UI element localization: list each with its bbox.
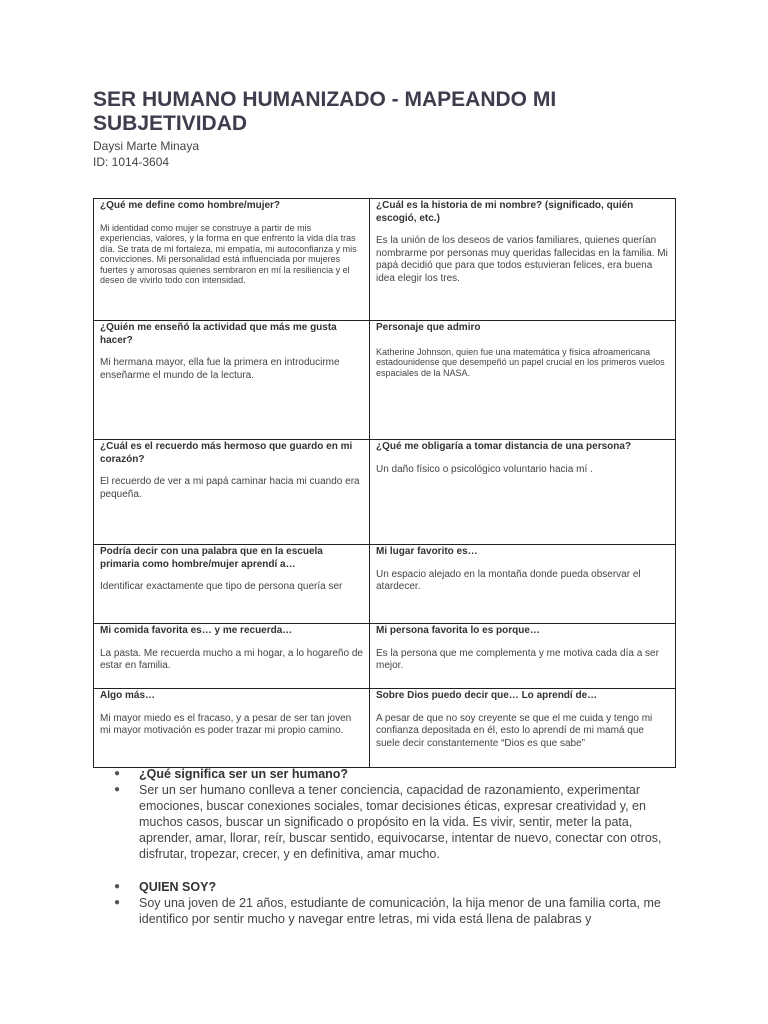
cell-question: ¿Qué me define como hombre/mujer? bbox=[100, 200, 281, 211]
table-cell bbox=[94, 545, 370, 624]
cell-question: ¿Qué me obligaría a tomar distancia de una persona? bbox=[376, 441, 632, 452]
subjectivity-map-table bbox=[93, 198, 676, 768]
bullet-list bbox=[114, 766, 684, 927]
cell-answer: El recuerdo de ver a mi papá caminar hacia mi cuando era pequeña. bbox=[100, 476, 360, 500]
answer-paragraph: Ser un ser humano conlleva a tener conciencia, capacidad de razonamiento, experimentar emociones, buscar conexiones sociales, tomar decisiones éticas, expresar creatividad y, en muchos casos, buscar un significado o propósito en la vida. Es vivir, sentir, meter la pata, aprender, amar, llorar, reír, buscar sentido, equivocarse, intentar de nuevo, conectar con otros, disfrutar, tropezar, crecer, y en definitiva, amar mucho. bbox=[139, 783, 662, 861]
table-cell bbox=[94, 321, 370, 440]
question-heading: ¿Qué significa ser un ser humano? bbox=[139, 767, 349, 781]
cell-answer: Identificar exactamente que tipo de persona quería ser bbox=[100, 581, 343, 592]
table-row bbox=[94, 624, 676, 689]
spacer bbox=[114, 862, 684, 879]
cell-answer: La pasta. Me recuerda mucho a mi hogar, a lo hogareño de estar en familia. bbox=[100, 647, 363, 671]
cell-answer: Mi mayor miedo es el fracaso, y a pesar de ser tan joven mi mayor motivación es poder trazar mi propio camino. bbox=[100, 712, 352, 736]
table-row bbox=[94, 321, 676, 440]
table-cell bbox=[370, 199, 676, 321]
table-cell bbox=[370, 545, 676, 624]
cell-question: Mi comida favorita es… y me recuerda… bbox=[100, 625, 293, 636]
table-cell bbox=[94, 689, 370, 768]
cell-answer: Un daño físico o psicológico voluntario hacia mí . bbox=[376, 463, 593, 475]
cell-answer: Es la unión de los deseos de varios familiares, quienes querían nombrarme por personas muy queridas fallecidas en la familia. Mi papá decidió que para que todos estuvieran felices, era buena idea elegir los tres. bbox=[376, 235, 668, 284]
cell-question: Mi persona favorita lo es porque… bbox=[376, 625, 540, 636]
question-heading: QUIEN SOY? bbox=[139, 880, 217, 894]
bullet-icon: ● bbox=[114, 768, 121, 779]
table-row bbox=[94, 689, 676, 768]
list-item bbox=[114, 766, 684, 782]
table-row bbox=[94, 545, 676, 624]
cell-answer: A pesar de que no soy creyente se que el me cuida y tengo mi confianza depositada en él, esto lo aprendí de mi mamá que suele decir constantemente “Dios es que sabe” bbox=[376, 712, 653, 749]
table-cell bbox=[94, 624, 370, 689]
table-row bbox=[94, 440, 676, 545]
bullet-icon: ● bbox=[114, 881, 121, 892]
cell-question: Sobre Dios puedo decir que… Lo aprendí de… bbox=[376, 690, 598, 701]
cell-question: Podría decir con una palabra que en la escuela primaria como hombre/mujer aprendí a… bbox=[100, 546, 323, 570]
cell-question: Personaje que admiro bbox=[376, 322, 481, 333]
table-row bbox=[94, 199, 676, 321]
table-cell bbox=[370, 624, 676, 689]
cell-answer: Mi identidad como mujer se construye a partir de mis experiencias, valores, y la forma en que enfrento la vida día tras día. Se trata de mi fortaleza, mi empatía, mi autoconfianza y mis convicciones. Mi personalidad está influenciada por mujeres fuertes y amorosas quienes sembraron en mí la resiliencia y el deseo de vivirlo todo con intensidad. bbox=[100, 222, 357, 285]
student-id: ID: 1014-3604 bbox=[93, 155, 170, 169]
document-title: SER HUMANO HUMANIZADO - MAPEANDO MI SUBJETIVIDAD bbox=[93, 88, 557, 135]
table-cell bbox=[370, 689, 676, 768]
author-name: Daysi Marte Minaya bbox=[93, 139, 200, 153]
table-cell bbox=[370, 440, 676, 545]
answer-paragraph: Soy una joven de 21 años, estudiante de comunicación, la hija menor de una familia corta, me identifico por sentir mucho y navegar entre letras, mi vida está llena de palabras y bbox=[139, 896, 661, 926]
cell-question: ¿Cuál es el recuerdo más hermoso que guardo en mi corazón? bbox=[100, 441, 353, 465]
bullet-icon: ● bbox=[114, 784, 121, 795]
cell-question: ¿Cuál es la historia de mi nombre? (significado, quién escogió, etc.) bbox=[376, 200, 634, 224]
cell-question: Mi lugar favorito es… bbox=[376, 546, 478, 557]
cell-question: ¿Quién me enseñó la actividad que más me gusta hacer? bbox=[100, 322, 337, 346]
table-cell bbox=[94, 199, 370, 321]
table-cell bbox=[94, 440, 370, 545]
list-item bbox=[114, 879, 684, 895]
table-cell bbox=[370, 321, 676, 440]
cell-answer: Es la persona que me complementa y me motiva cada día a ser mejor. bbox=[376, 647, 659, 671]
list-item bbox=[114, 782, 684, 862]
list-item bbox=[114, 895, 684, 927]
cell-answer: Un espacio alejado en la montaña donde pueda observar el atardecer. bbox=[376, 568, 641, 592]
cell-question: Algo más… bbox=[100, 690, 156, 701]
bullet-icon: ● bbox=[114, 897, 121, 908]
cell-answer: Katherine Johnson, quien fue una matemática y física afroamericana estadounidense que desempeñó un papel crucial en los primeros vuelos espaciales de la NASA. bbox=[376, 346, 665, 378]
cell-answer: Mi hermana mayor, ella fue la primera en introducirme enseñarme el mundo de la lectura. bbox=[100, 357, 340, 381]
